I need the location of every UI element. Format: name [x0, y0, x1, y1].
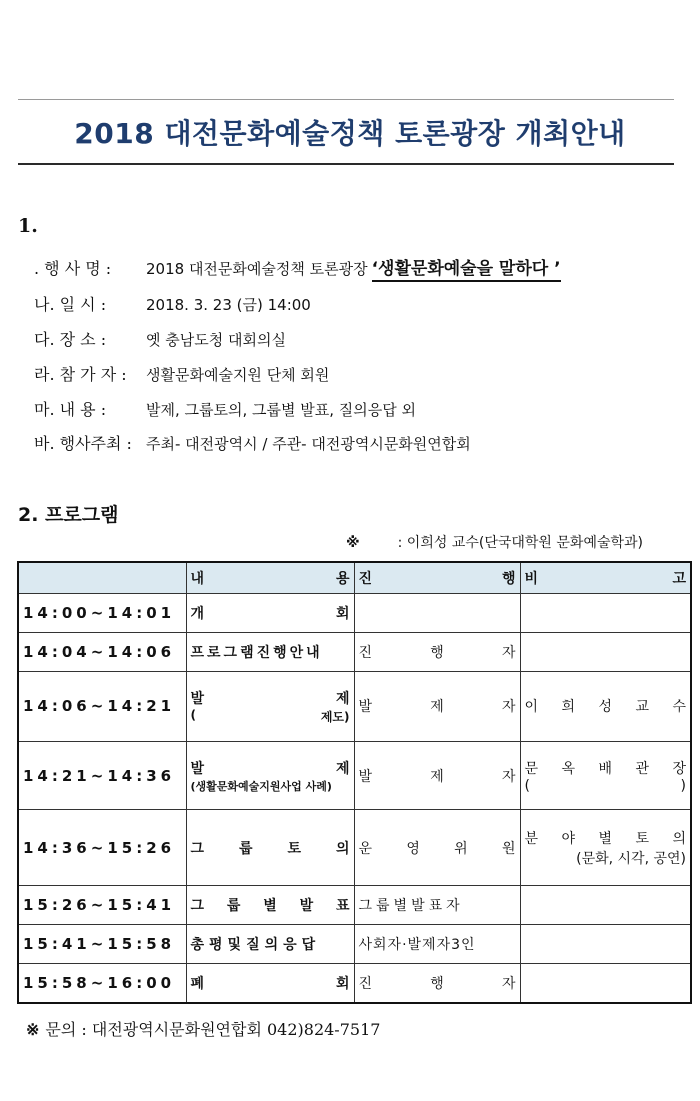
content-cell: 발 제 (생활문화예술지원사업 사례)	[186, 741, 354, 809]
info-row-event-name	[34, 254, 561, 279]
info-row-place	[34, 327, 286, 350]
info-value: 주최- 대전광역시 / 주관- 대전광역시문화원연합회	[146, 435, 471, 453]
footer-mark: ※	[26, 1020, 40, 1039]
top-rule	[18, 99, 674, 100]
info-row-participants	[34, 362, 329, 385]
table-header-row	[18, 562, 691, 594]
info-value: 발제, 그룹토의, 그룹별 발표, 질의응답 외	[146, 401, 416, 419]
info-label: 라. 참 가 자 :	[34, 365, 127, 384]
event-slogan: ‘생활문화예술을 말하다 ’	[372, 259, 561, 282]
operator-cell: 진 행 자	[354, 963, 520, 1003]
title-underline	[18, 163, 674, 165]
operator-cell: 발 제 자	[354, 741, 520, 809]
content-cell: 폐 회	[186, 963, 354, 1003]
table-row	[18, 924, 691, 963]
info-value: 2018 대전문화예술정책 토론광장	[146, 260, 368, 278]
table-row	[18, 963, 691, 1003]
content-cell: 발 제 ( 제도)	[186, 671, 354, 741]
remark-cell: 문 옥 배 관 장 ( )	[520, 741, 691, 809]
content-cell: 프로그램진행안내	[186, 632, 354, 671]
time-cell: 14:04~14:06	[18, 632, 186, 671]
remark-cell: 이 희 성 교 수	[520, 671, 691, 741]
operator-cell: 사회자·발제자3인	[354, 924, 520, 963]
time-cell: 15:58~16:00	[18, 963, 186, 1003]
operator-cell: 발 제 자	[354, 671, 520, 741]
remark-cell: 분 야 별 토 의 (문화, 시각, 공연)	[520, 810, 691, 886]
operator-cell: 그룹별발표자	[354, 886, 520, 925]
note-mark: ※	[346, 535, 360, 551]
info-label: 마. 내 용 :	[34, 400, 107, 419]
operator-cell	[354, 594, 520, 633]
header-content: 내 용	[186, 562, 354, 594]
moderator-note	[346, 532, 643, 552]
table-row	[18, 741, 691, 809]
table-row	[18, 671, 691, 741]
info-label: 다. 장 소 :	[34, 330, 107, 349]
time-cell: 15:26~15:41	[18, 886, 186, 925]
info-row-date	[34, 292, 311, 315]
remark-cell	[520, 632, 691, 671]
program-table	[17, 561, 692, 1004]
info-value: 2018. 3. 23 (금) 14:00	[146, 296, 311, 314]
table-row	[18, 632, 691, 671]
section-2-heading: 2. 프로그램	[18, 504, 119, 526]
info-row-contents	[34, 397, 416, 420]
header-remark: 비 고	[520, 562, 691, 594]
operator-cell: 운 영 위 원	[354, 810, 520, 886]
table-row	[18, 594, 691, 633]
info-value: 생활문화예술지원 단체 회원	[146, 366, 330, 384]
remark-cell	[520, 594, 691, 633]
info-row-host	[34, 431, 471, 454]
header-operator: 진 행	[354, 562, 520, 594]
remark-cell	[520, 886, 691, 925]
note-text: : 이희성 교수(단국대학원 문화예술학과)	[397, 535, 643, 551]
info-label: . 행 사 명 :	[34, 259, 112, 278]
time-cell: 14:00~14:01	[18, 594, 186, 633]
operator-cell: 진 행 자	[354, 632, 520, 671]
section-1-number: 1.	[18, 215, 38, 237]
header-time	[18, 562, 186, 594]
page-title: 2018 대전문화예술정책 토론광장 개최안내	[74, 117, 626, 150]
time-cell: 14:36~15:26	[18, 810, 186, 886]
info-label: 나. 일 시 :	[34, 295, 107, 314]
time-cell: 14:21~14:36	[18, 741, 186, 809]
footer-text: 문의 : 대전광역시문화원연합회 042)824-7517	[45, 1020, 381, 1039]
remark-cell	[520, 924, 691, 963]
content-cell: 개 회	[186, 594, 354, 633]
info-value: 옛 충남도청 대회의실	[146, 331, 286, 349]
table-row	[18, 810, 691, 886]
time-cell: 14:06~14:21	[18, 671, 186, 741]
info-label: 바. 행사주최 :	[34, 434, 132, 453]
contact-footer	[26, 1017, 380, 1040]
content-cell: 그 룹 별 발 표	[186, 886, 354, 925]
content-cell: 그 룹 토 의	[186, 810, 354, 886]
content-cell: 총평및질의응답	[186, 924, 354, 963]
remark-cell	[520, 963, 691, 1003]
table-row	[18, 886, 691, 925]
time-cell: 15:41~15:58	[18, 924, 186, 963]
